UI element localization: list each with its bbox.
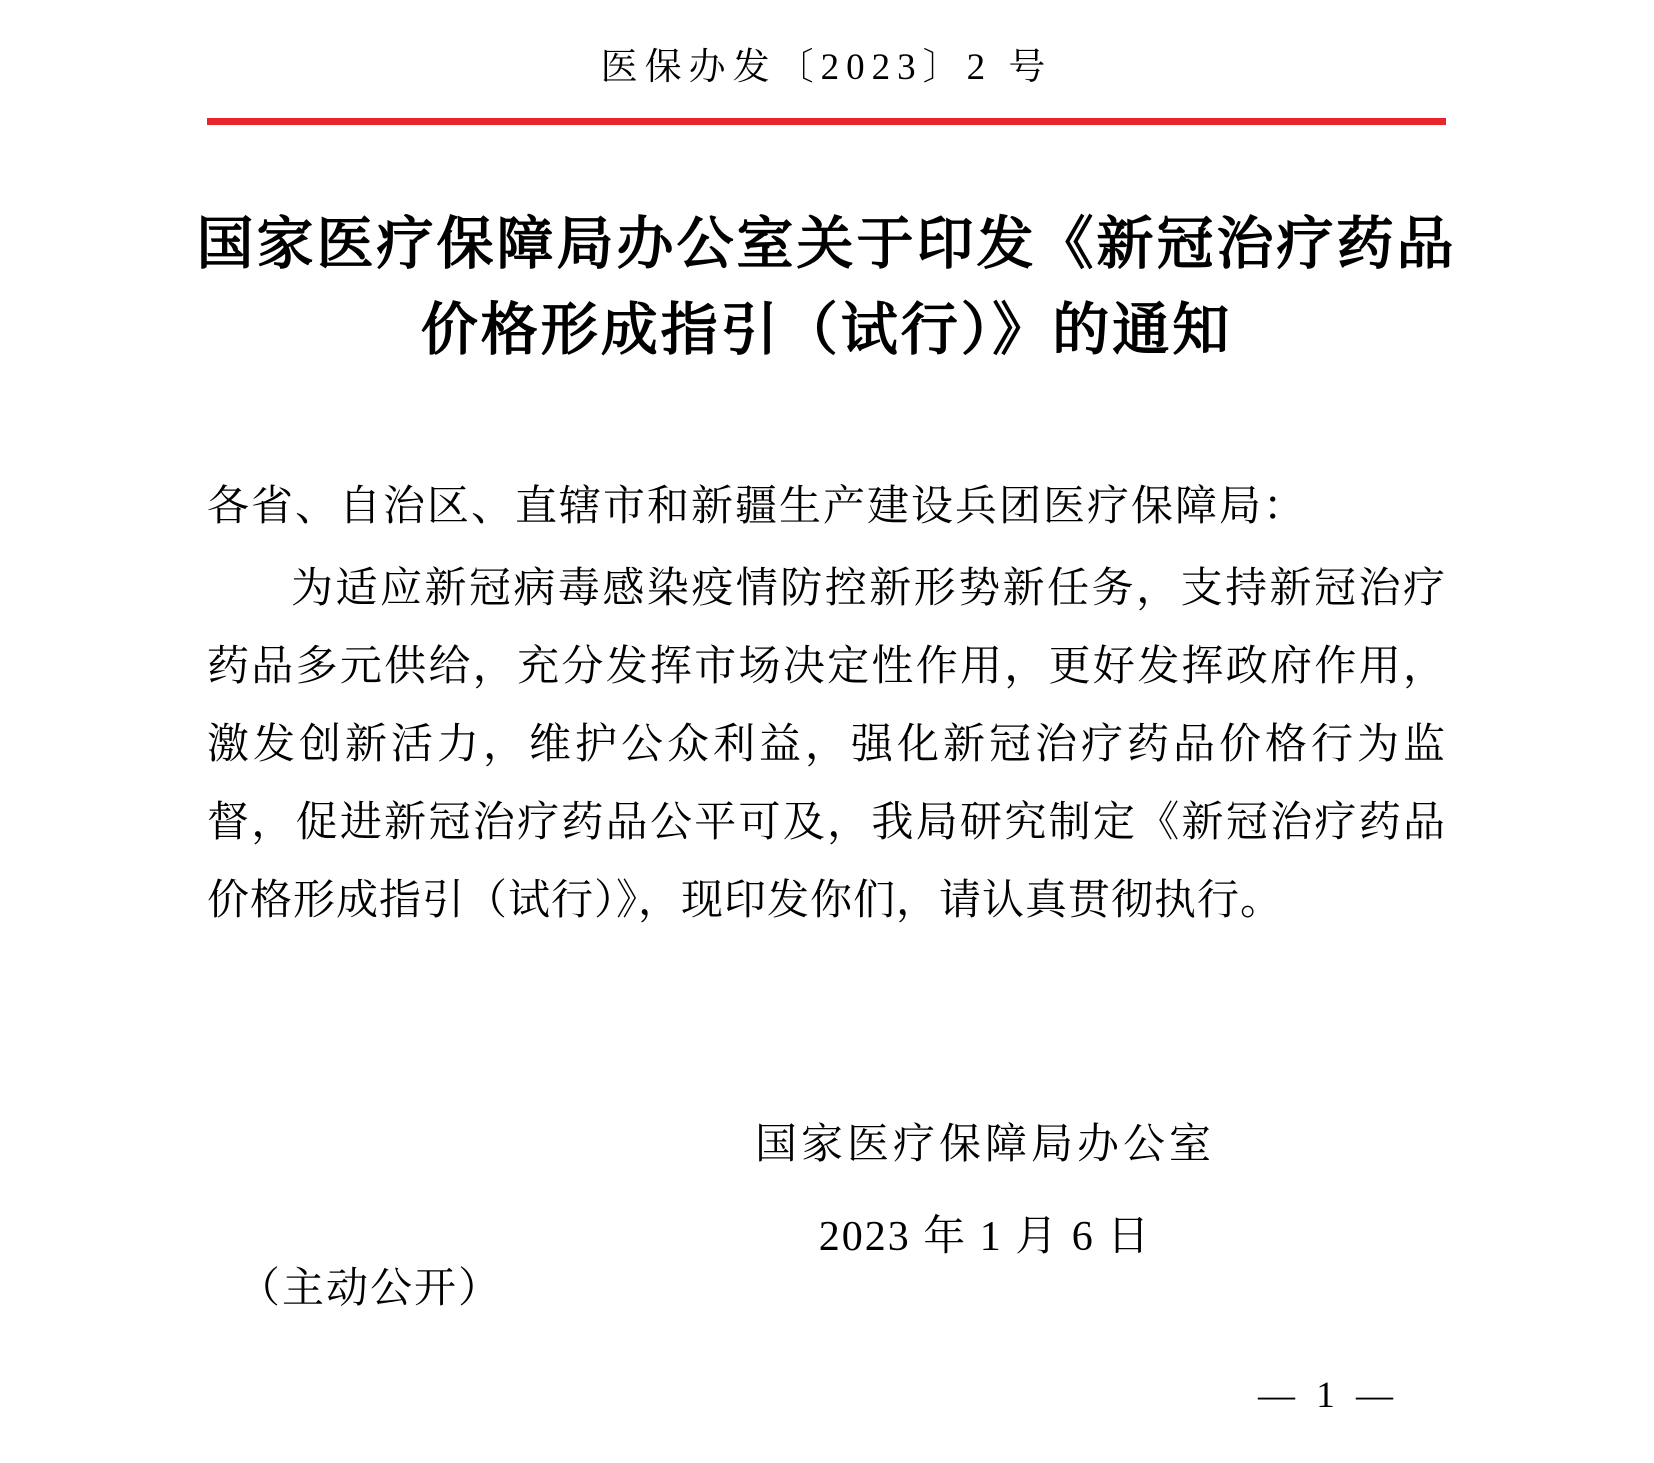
- title-line-2: 价格形成指引（试行）》的通知: [420, 299, 1233, 362]
- signature-org: 国家医疗保障局办公室: [754, 1122, 1215, 1168]
- body-line: 为适应新冠病毒感染疫情防控新形势新任务，支持新冠治疗: [291, 566, 1446, 612]
- body-line: 药品多元供给，充分发挥市场决定性作用，更好发挥政府作用，: [207, 644, 1446, 690]
- title-line-1: 国家医疗保障局办公室关于印发《新冠治疗药品: [196, 213, 1457, 276]
- signature-date: 2023 年 1 月 6 日: [818, 1214, 1152, 1260]
- doc-number: 医保办发〔2023〕2 号: [600, 47, 1053, 88]
- document-title: [157, 202, 1496, 374]
- salutation-line: 各省、自治区、直辖市和新疆生产建设兵团医疗保障局：: [207, 484, 1308, 530]
- body-line: 督，促进新冠治疗药品公平可及，我局研究制定《新冠治疗药品: [207, 800, 1446, 846]
- red-separator-line: [207, 118, 1446, 125]
- body-paragraph: [207, 550, 1446, 940]
- body-line: 激发创新活力，维护公众利益，强化新冠治疗药品价格行为监: [207, 722, 1446, 768]
- disclosure-note: （主动公开）: [238, 1266, 503, 1312]
- page-number: — 1 —: [1258, 1375, 1399, 1416]
- body-line: 价格形成指引（试行）》，现印发你们，请认真贯彻执行。: [207, 878, 1284, 924]
